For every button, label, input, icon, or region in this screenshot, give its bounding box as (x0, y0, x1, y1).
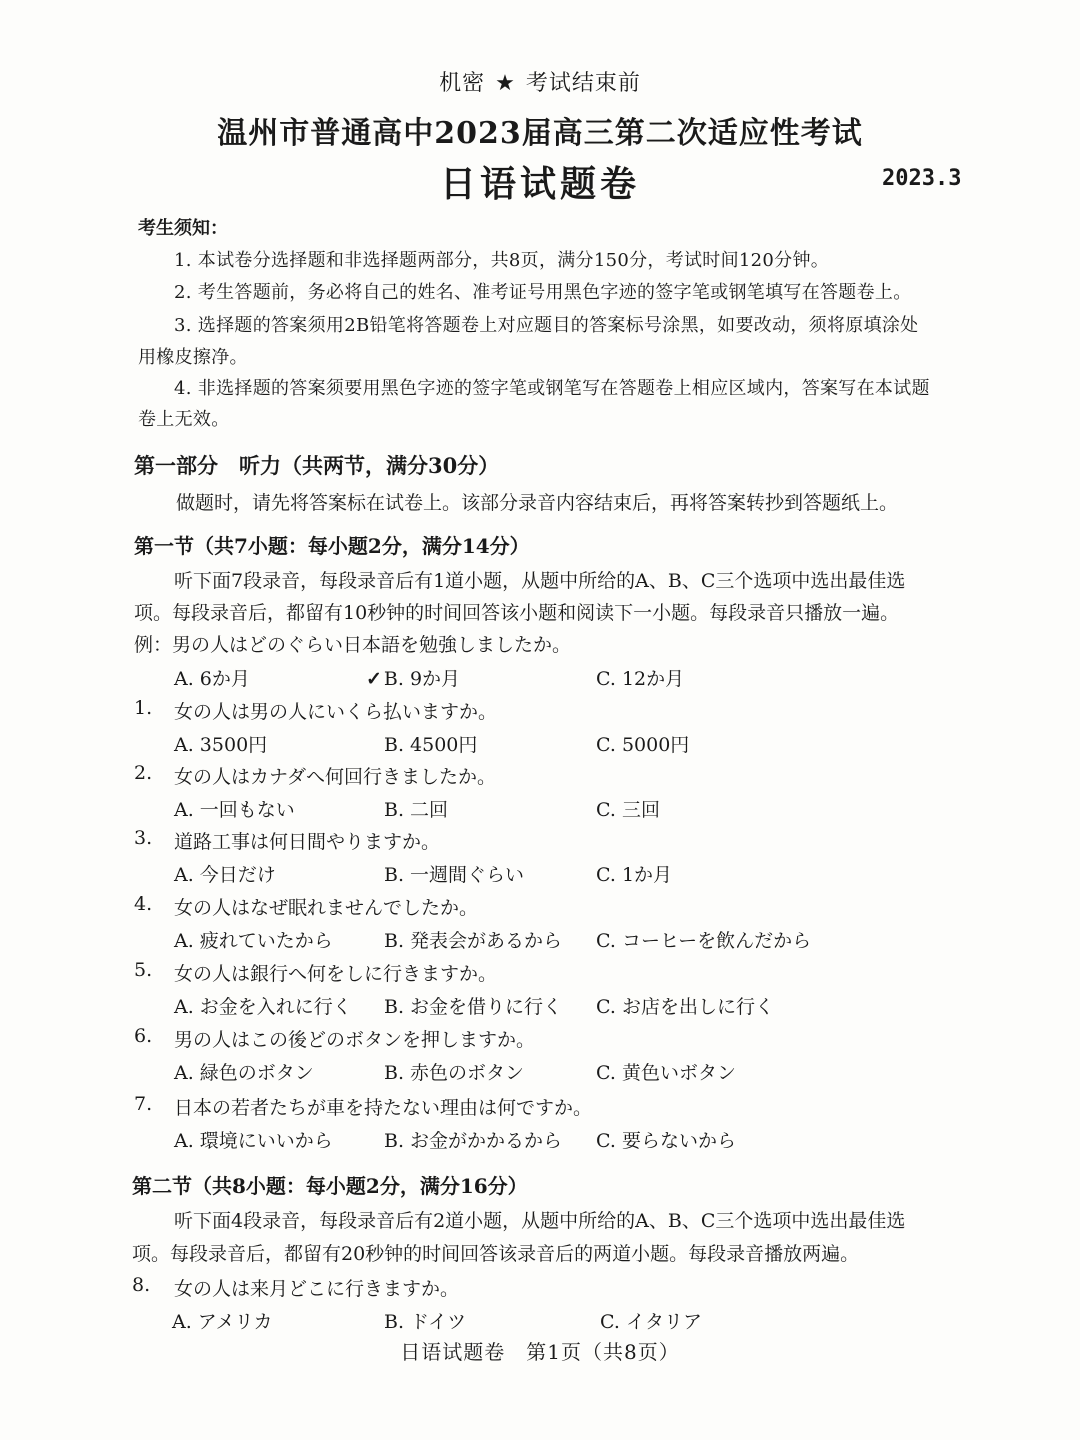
option-b: B. ドイツ (384, 1311, 467, 1333)
checkmark-icon: ✓ (366, 668, 382, 690)
question-number: 3. (134, 827, 153, 849)
notice-line-4: 4. 非选择题的答案须要用黑色字迹的签字笔或钢笔写在答题卷上相应区域内，答案写在本试题 (174, 378, 930, 399)
option-c: C. 三回 (596, 799, 660, 821)
example-question: 例：男の人はどのぐらい日本語を勉強しましたか。 (134, 634, 572, 656)
option-b: B. 4500円 (384, 734, 478, 756)
question-number: 2. (134, 762, 153, 784)
question-text: 女の人はカナダへ何回行きましたか。 (174, 766, 497, 788)
subject-title: 日语试题卷 (439, 163, 640, 205)
question-number: 7. (134, 1093, 153, 1115)
option-b: B. 発表会があるから (384, 930, 563, 952)
question-number: 1. (134, 697, 153, 719)
confidential-label (0, 66, 1080, 97)
exam-title: 温州市普通高中2023届高三第二次适应性考试 (217, 116, 863, 151)
option-c: C. 5000円 (596, 734, 690, 756)
option-a: A. 緑色のボタン (174, 1062, 314, 1084)
question-number: 4. (134, 893, 153, 915)
section2-heading: 第二节（共8小题：每小题2分，满分16分） (132, 1174, 528, 1198)
option-c: C. 要らないから (596, 1130, 736, 1152)
option-c: C. 1か月 (596, 864, 673, 886)
option-b: B. 赤色のボタン (384, 1062, 525, 1084)
option-c: C. 黄色いボタン (596, 1062, 736, 1084)
option-a: A. 今日だけ (174, 864, 276, 886)
section1-heading: 第一节（共7小题：每小题2分，满分14分） (134, 534, 530, 558)
option-b: B. 二回 (384, 799, 449, 821)
notice-line-4-cont: 卷上无效。 (138, 409, 230, 430)
question-text: 女の人はなぜ眠れませんでしたか。 (174, 897, 479, 919)
example-option-a: A. 6か月 (174, 668, 250, 690)
notice-line-1: 1. 本试卷分选择题和非选择题两部分，共8页，满分150分，考试时间120分钟。 (174, 250, 830, 271)
option-a: A. 環境にいいから (174, 1130, 333, 1152)
question-number: 6. (134, 1025, 153, 1047)
option-b: B. 一週間ぐらい (384, 864, 525, 886)
section2-instruction-2: 项。每段录音后，都留有20秒钟的时间回答该录音后的两道小题。每段录音播放两遍。 (132, 1243, 860, 1265)
notice-line-3: 3. 选择题的答案须用2B铅笔将答题卷上对应题目的答案标号涂黑，如要改动，须将原填涂处 (174, 315, 919, 336)
question-text: 道路工事は何日間やりますか。 (174, 831, 441, 853)
section1-instruction-2: 项。每段录音后，都留有10秒钟的时间回答该小题和阅读下一小题。每段录音只播放一遍。 (134, 602, 900, 624)
question-text: 女の人は来月どこに行きますか。 (174, 1278, 460, 1300)
question-text: 女の人は男の人にいくら払いますか。 (174, 701, 498, 723)
option-b: B. お金を借りに行く (384, 996, 563, 1018)
example-option-b (366, 664, 460, 691)
question-text: 男の人はこの後どのボタンを押しますか。 (174, 1029, 536, 1051)
option-b: B. お金がかかるから (384, 1130, 563, 1152)
option-a: A. お金を入れに行く (174, 996, 352, 1018)
option-c: C. コーヒーを飲んだから (596, 930, 812, 952)
option-a: A. 疲れていたから (174, 930, 333, 952)
notice-line-2: 2. 考生答题前，务必将自己的姓名、准考证号用黑色字迹的签字笔或钢笔填写在答题卷上。 (174, 282, 912, 303)
confidential-left: 机密 (439, 71, 486, 96)
star-icon: ★ (495, 71, 516, 96)
section1-instruction-1: 听下面7段录音，每段录音后有1道小题，从题中所给的A、B、C三个选项中选出最佳选 (174, 570, 906, 592)
option-a: A. 一回もない (174, 799, 295, 821)
example-option-c: C. 12か月 (596, 668, 685, 690)
notice-heading: 考生须知： (138, 218, 228, 239)
section2-instruction-1: 听下面4段录音，每段录音后有2道小题，从题中所给的A、B、C三个选项中选出最佳选 (174, 1210, 906, 1232)
option-a: A. アメリカ (172, 1311, 273, 1333)
part1-heading: 第一部分 听力（共两节，满分30分） (134, 453, 500, 478)
option-a: A. 3500円 (174, 734, 268, 756)
confidential-right: 考试结束前 (525, 71, 641, 96)
option-c: C. お店を出しに行く (596, 996, 774, 1018)
option-c: C. イタリア (600, 1311, 702, 1333)
question-number: 5. (134, 959, 153, 981)
notice-line-3-cont: 用橡皮擦净。 (138, 347, 248, 368)
page-footer: 日语试题卷 第1页（共8页） (400, 1340, 680, 1364)
exam-date: 2023.3 (882, 166, 962, 191)
example-option-b-label: B. 9か月 (383, 668, 461, 690)
question-text: 女の人は銀行へ何をしに行きますか。 (174, 963, 498, 985)
part1-instruction: 做题时，请先将答案标在试卷上。该部分录音内容结束后，再将答案转抄到答题纸上。 (176, 492, 899, 514)
question-text: 日本の若者たちが車を持たない理由は何ですか。 (174, 1097, 593, 1119)
question-number: 8. (132, 1274, 151, 1296)
